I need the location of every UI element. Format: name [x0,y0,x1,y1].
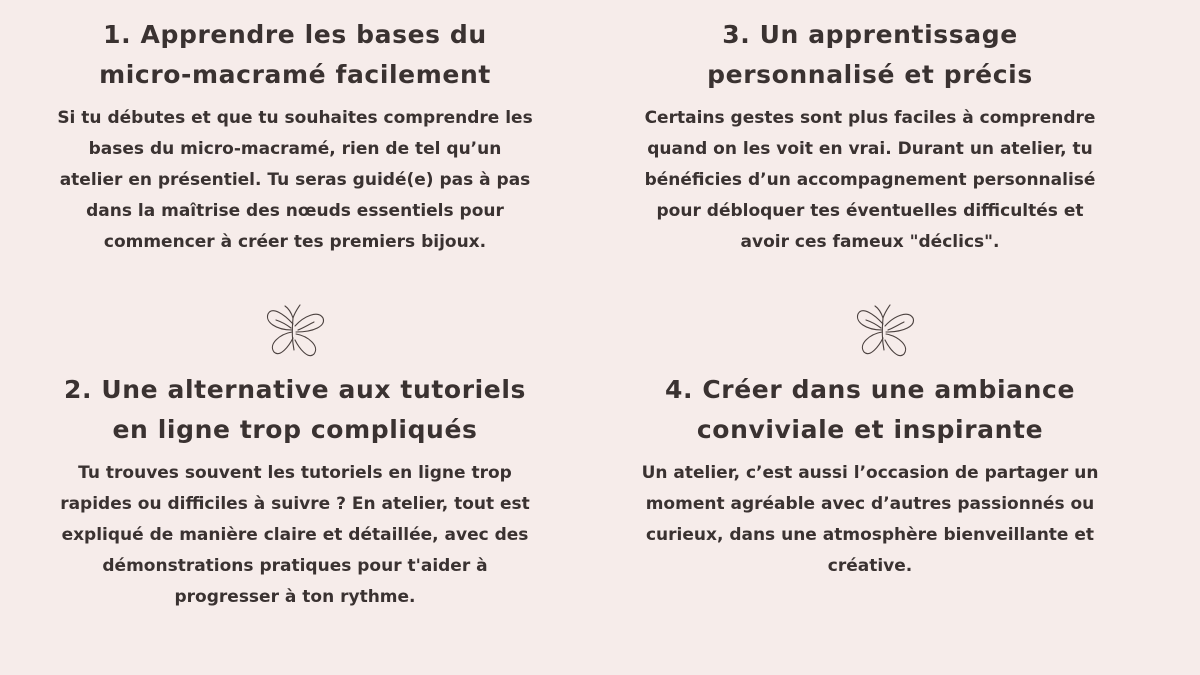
section-4-body: Un atelier, c’est aussi l’occasion de partager un moment agréable avec d’autres passionnés ou curieux, dans une atmosphère bienveillante et créative. [641,463,1099,576]
section-1 [55,15,535,258]
section-2 [55,370,535,613]
section-3-body: Certains gestes sont plus faciles à comprendre quand on les voit en vrai. Durant un atelier, tu bénéficies d’un accompagnement personnalisé pour débloquer tes éventuelles difficultés et avoir ces fameux "déclics". [644,108,1096,252]
section-4 [630,370,1110,582]
section-1-body: Si tu débutes et que tu souhaites comprendre les bases du micro-macramé, rien de tel qu’un atelier en présentiel. Tu seras guidé(e) pas à pas dans la maîtrise des nœuds essentiels pour commencer à créer tes premiers bijoux. [57,108,533,252]
section-3-title: 3. Un apprentissage personnalisé et précis [707,20,1033,89]
section-2-title: 2. Une alternative aux tutoriels en ligne trop compliqués [63,375,527,444]
butterfly-icon [852,300,918,362]
section-2-body: Tu trouves souvent les tutoriels en ligne trop rapides ou difficiles à suivre ? En atelier, tout est expliqué de manière claire et détaillée, avec des démonstrations pratiques pour t'aider à progresser à ton rythme. [60,463,530,607]
section-4-title: 4. Créer dans une ambiance conviviale et inspirante [664,375,1076,444]
section-3 [630,15,1110,258]
butterfly-icon [262,300,328,362]
section-1-title: 1. Apprendre les bases du micro-macramé facilement [99,20,491,89]
